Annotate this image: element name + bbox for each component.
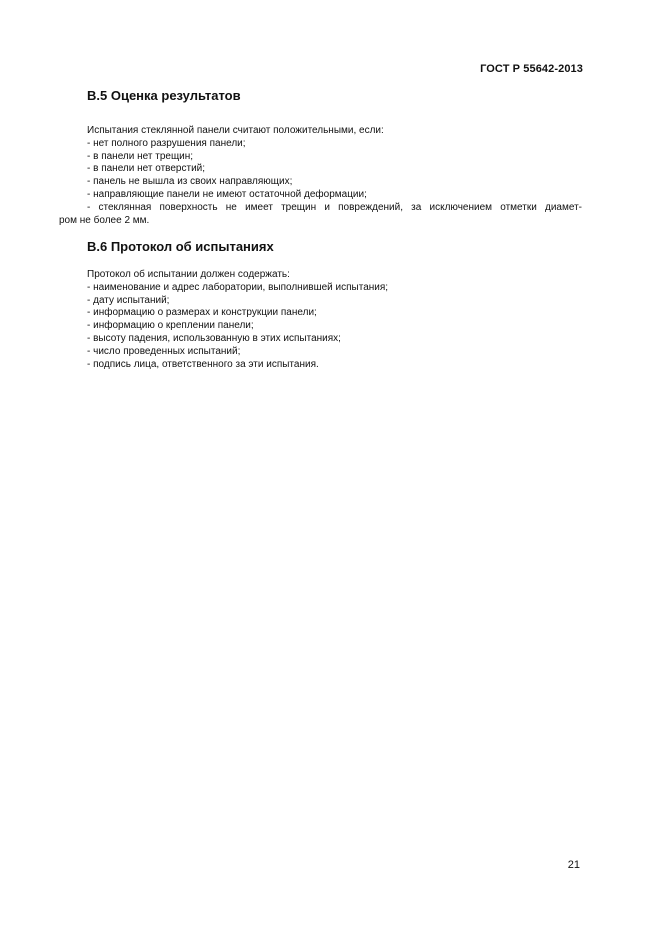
section-b5-item: - нет полного разрушения панели;: [87, 137, 246, 149]
section-b5-item: - стеклянная поверхность не имеет трещин и повреждений, за исключением отметки диамет-: [87, 201, 582, 213]
section-b5-item: - в панели нет трещин;: [87, 150, 194, 162]
section-b5-item: - в панели нет отверстий;: [87, 163, 206, 175]
section-b6-item: - число проведенных испытаний;: [87, 345, 241, 357]
section-b5-item: - панель не вышла из своих направляющих;: [87, 176, 293, 188]
section-b5-item: - направляющие панели не имеют остаточной деформации;: [87, 188, 367, 200]
section-b5-body: [59, 125, 582, 227]
section-b6-heading: В.6 Протокол об испытаниях: [87, 239, 274, 254]
section-b6-item: - дату испытаний;: [87, 294, 170, 306]
section-b6-body: [59, 269, 582, 371]
document-code: ГОСТ Р 55642-2013: [480, 63, 583, 75]
section-b6-item: - информацию о размерах и конструкции панели;: [87, 307, 317, 319]
section-b6-intro: Протокол об испытании должен содержать:: [87, 269, 290, 280]
page-number: 21: [567, 859, 580, 871]
section-b6-item: - информацию о креплении панели;: [87, 320, 254, 332]
section-b6-item: - наименование и адрес лаборатории, выполнившей испытания;: [87, 281, 389, 293]
section-b5-item-continuation: ром не более 2 мм.: [59, 214, 150, 226]
section-b5-intro: Испытания стеклянной панели считают положительными, если:: [87, 125, 384, 136]
section-b5-heading: В.5 Оценка результатов: [87, 88, 241, 103]
section-b6-item: - высоту падения, использованную в этих испытаниях;: [87, 332, 341, 344]
section-b6-item: - подпись лица, ответственного за эти испытания.: [87, 358, 319, 370]
